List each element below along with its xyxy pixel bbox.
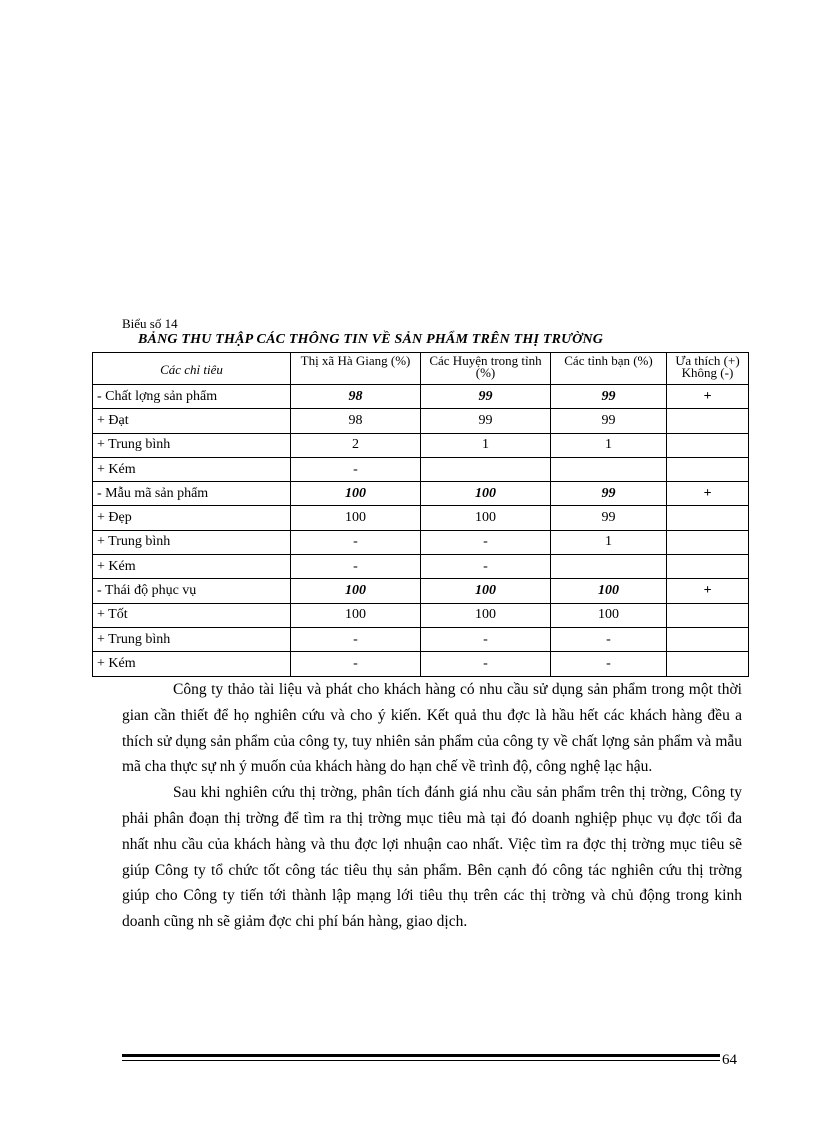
- header-cell: Các Huyện trong tỉnh (%): [421, 353, 551, 385]
- value-cell: 99: [421, 409, 551, 433]
- table-title: BẢNG THU THẬP CÁC THÔNG TIN VỀ SẢN PHẨM TRÊN THỊ TRƯỜNG: [138, 332, 604, 347]
- value-cell: +: [667, 482, 749, 506]
- value-cell: 99: [551, 409, 667, 433]
- page-number: 64: [722, 1052, 737, 1068]
- value-cell: 100: [421, 482, 551, 506]
- value-cell: [551, 457, 667, 481]
- value-cell: 99: [551, 482, 667, 506]
- row-label-cell: + Đạt: [93, 409, 291, 433]
- footer-rule-thin: [122, 1060, 720, 1061]
- value-cell: [667, 433, 749, 457]
- value-cell: -: [421, 652, 551, 676]
- value-cell: 100: [291, 482, 421, 506]
- value-cell: [421, 457, 551, 481]
- value-cell: +: [667, 579, 749, 603]
- value-cell: -: [551, 652, 667, 676]
- value-cell: -: [421, 555, 551, 579]
- row-label-cell: + Trung bình: [93, 433, 291, 457]
- data-table: [92, 352, 749, 677]
- header-cell: Ưa thích (+) Không (-): [667, 353, 749, 385]
- row-label-cell: + Kém: [93, 652, 291, 676]
- value-cell: 100: [421, 603, 551, 627]
- table-header-row: [93, 353, 749, 385]
- table-row: [93, 409, 749, 433]
- value-cell: 99: [551, 506, 667, 530]
- value-cell: [667, 506, 749, 530]
- value-cell: -: [291, 627, 421, 651]
- table-row: [93, 506, 749, 530]
- value-cell: -: [291, 652, 421, 676]
- table-row: [93, 579, 749, 603]
- row-label-cell: + Trung bình: [93, 627, 291, 651]
- row-label-cell: + Tốt: [93, 603, 291, 627]
- value-cell: [667, 627, 749, 651]
- value-cell: -: [551, 627, 667, 651]
- value-cell: 100: [291, 579, 421, 603]
- value-cell: 98: [291, 409, 421, 433]
- value-cell: -: [291, 457, 421, 481]
- header-cell: Các chỉ tiêu: [93, 353, 291, 385]
- value-cell: 100: [551, 579, 667, 603]
- table-row: [93, 433, 749, 457]
- value-cell: 100: [421, 506, 551, 530]
- value-cell: [551, 555, 667, 579]
- value-cell: 98: [291, 385, 421, 409]
- value-cell: 100: [421, 579, 551, 603]
- value-cell: -: [291, 555, 421, 579]
- row-label-cell: - Chất lợng sản phẩm: [93, 385, 291, 409]
- value-cell: [667, 603, 749, 627]
- table-row: [93, 385, 749, 409]
- value-cell: [667, 457, 749, 481]
- table-caption-label: Biểu số 14: [122, 316, 178, 331]
- table-row: [93, 482, 749, 506]
- table-row: [93, 627, 749, 651]
- header-cell: Các tỉnh bạn (%): [551, 353, 667, 385]
- paragraph: Công ty thảo tài liệu và phát cho khách hàng có nhu cầu sử dụng sản phẩm trong một thời gian cần thiết để họ nghiên cứu và cho ý kiến. Kết quả thu đợc là hầu hết các khách hàng đều a thích sử dụng sản phẩm của công ty, tuy nhiên sản phẩm của công ty về chất lợng sản phẩm và mẫu mã cha thực sự nh ý muốn của khách hàng do hạn chế về trình độ, công nghệ lạc hậu.: [122, 681, 742, 776]
- row-label-cell: - Thái độ phục vụ: [93, 579, 291, 603]
- value-cell: [667, 652, 749, 676]
- value-cell: 99: [551, 385, 667, 409]
- body-text: [122, 677, 742, 935]
- value-cell: [667, 409, 749, 433]
- value-cell: 99: [421, 385, 551, 409]
- value-cell: 1: [551, 433, 667, 457]
- header-cell: Thị xã Hà Giang (%): [291, 353, 421, 385]
- row-label-cell: + Trung bình: [93, 530, 291, 554]
- value-cell: 1: [551, 530, 667, 554]
- paragraph: Sau khi nghiên cứu thị trờng, phân tích đánh giá nhu cầu sản phẩm trên thị trờng, Công ty phải phân đoạn thị trờng để tìm ra thị trờng mục tiêu mà tại đó doanh nghiệp phục vụ đợc tối đa nhất nhu cầu của khách hàng và thu đợc lợi nhuận cao nhất. Việc tìm ra đợc thị trờng mục tiêu sẽ giúp Công ty tổ chức tốt công tác tiêu thụ sản phẩm. Bên cạnh đó công tác nghiên cứu thị trờng giúp cho Công ty tiến tới thành lập mạng lới tiêu thụ trên các thị trờng và chủ động trong kinh doanh cũng nh sẽ giảm đợc chi phí bán hàng, giao dịch.: [122, 784, 742, 931]
- value-cell: [667, 530, 749, 554]
- footer-rule: [122, 1054, 720, 1057]
- table-row: [93, 530, 749, 554]
- table-body: [93, 385, 749, 677]
- value-cell: -: [291, 530, 421, 554]
- value-cell: 2: [291, 433, 421, 457]
- table-row: [93, 652, 749, 676]
- value-cell: -: [421, 530, 551, 554]
- value-cell: +: [667, 385, 749, 409]
- value-cell: [667, 555, 749, 579]
- value-cell: 100: [551, 603, 667, 627]
- row-label-cell: + Đẹp: [93, 506, 291, 530]
- value-cell: 1: [421, 433, 551, 457]
- row-label-cell: - Mẫu mã sản phẩm: [93, 482, 291, 506]
- value-cell: -: [421, 627, 551, 651]
- table-row: [93, 603, 749, 627]
- value-cell: 100: [291, 506, 421, 530]
- row-label-cell: + Kém: [93, 555, 291, 579]
- table-row: [93, 555, 749, 579]
- table-row: [93, 457, 749, 481]
- row-label-cell: + Kém: [93, 457, 291, 481]
- value-cell: 100: [291, 603, 421, 627]
